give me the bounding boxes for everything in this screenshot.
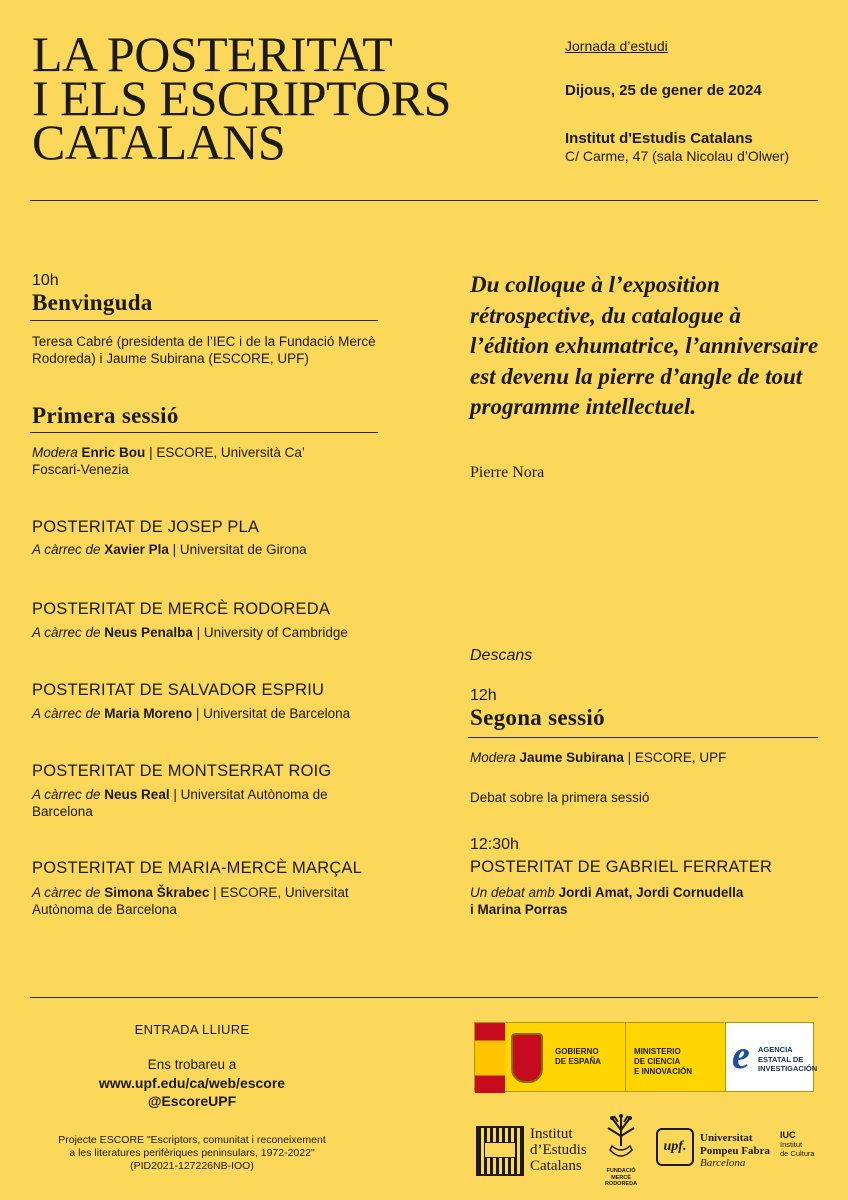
project-info: Projecte ESCORE "Escriptors, comunitat i reconeixement a les literatures perifèriques peninsulars, 1972-2022" (PID2021-127226NB-IOO) [58,1134,326,1172]
session2-time: 12h [470,687,497,704]
session2-title: Segona sessió [470,705,605,730]
talk-speaker: A càrrec de Neus Real | Universitat Autònoma de Barcelona [32,787,328,819]
social-handle-link[interactable]: @EscoreUPF [147,1093,237,1109]
entry-label: ENTRADA LLIURE [134,1022,250,1037]
upf-name: Universitat Pompeu Fabra [700,1132,770,1157]
moderator-name: Enric Bou [81,445,146,460]
upf-city: Barcelona [700,1157,746,1169]
iuc-logo: IUC Institut de Cultura [780,1130,815,1158]
session2-divider [468,737,818,738]
session2-talk-title: POSTERITAT DE GABRIEL FERRATER [470,858,773,876]
talk-speaker: A càrrec de Simona Škrabec | ESCORE, Universitat Autònoma de Barcelona [32,885,349,917]
talk-title: POSTERITAT DE JOSEP PLA [32,518,260,536]
iec-logo-text: Institut d’Estudis Catalans [530,1126,587,1174]
talk-title: POSTERITAT DE MARIA-MERCÈ MARÇAL [32,859,363,877]
rodoreda-foundation-icon [600,1110,642,1168]
moderator-affil: | ESCORE, Università Ca’ Foscari-Venezia [32,445,305,477]
website-link[interactable]: www.upf.edu/ca/web/escore [98,1075,286,1091]
header-divider [30,200,818,201]
talk-title: POSTERITAT DE MERCÈ RODOREDA [32,600,331,618]
coat-of-arms-icon [511,1033,543,1083]
welcome-divider [30,320,378,321]
session1-divider [30,432,378,433]
session1-title: Primera sessió [32,403,179,428]
event-venue: Institut d'Estudis Catalans [565,130,753,147]
welcome-text: Teresa Cabré (presidenta de l’IEC i de la Fundació Mercè Rodoreda) i Jaume Subirana (ESCORE, UPF) [32,334,376,366]
upf-badge-icon: upf. [656,1128,694,1166]
ministerio-logo: MINISTERIO DE CIENCIA E INNOVACIÓN [626,1022,726,1092]
welcome-time: 10h [32,272,59,289]
session2-moderator: Modera Jaume Subirana | ESCORE, UPF [470,750,727,765]
event-date: Dijous, 25 de gener de 2024 [565,82,762,99]
session2-debate: Debat sobre la primera sessió [470,790,650,805]
aei-logo: e AGENCIA ESTATAL DE INVESTIGACIÓN [726,1022,814,1092]
break-label: Descans [470,647,533,664]
moderator-prefix: Modera [32,445,78,460]
talk-speaker: A càrrec de Xavier Pla | Universitat de Girona [32,542,307,557]
quote-author: Pierre Nora [470,464,545,481]
gobierno-espana-logo: GOBIERNO DE ESPAÑA [474,1022,626,1092]
event-address: C/ Carme, 47 (sala Nicolau d’Olwer) [565,148,790,164]
welcome-title: Benvinguda [32,290,153,315]
iec-seal-icon [476,1126,524,1176]
meet-label: Ens trobareu a [147,1057,237,1072]
event-type: Jornada d’estudi [565,38,668,54]
quote-text: Du colloque à l’exposition rétrospective, du catalogue à l’édition exhumatrice, l’anniversaire est devenu la pierre d’angle de tout programme intellectuel. [470,272,819,419]
session2-talk-people: Un debat amb Jordi Amat, Jordi Cornudella i Marina Porras [470,885,744,917]
talk-speaker: A càrrec de Neus Penalba | University of Cambridge [32,625,348,640]
talk-title: POSTERITAT DE SALVADOR ESPRIU [32,681,325,699]
spain-flag-icon [475,1023,505,1093]
rodoreda-foundation-text: FUNDACIÓ MERCÈ RODOREDA [604,1168,638,1187]
talk-speaker: A càrrec de Maria Moreno | Universitat de Barcelona [32,706,351,721]
event-title: LA POSTERITAT I ELS ESCRIPTORS CATALANS [32,26,451,170]
talk-title: POSTERITAT DE MONTSERRAT ROIG [32,762,332,780]
session2-talk-time: 12:30h [470,836,519,853]
session1-moderator [32,444,352,478]
aei-mark-icon: e [732,1032,750,1077]
footer-divider [30,997,818,998]
